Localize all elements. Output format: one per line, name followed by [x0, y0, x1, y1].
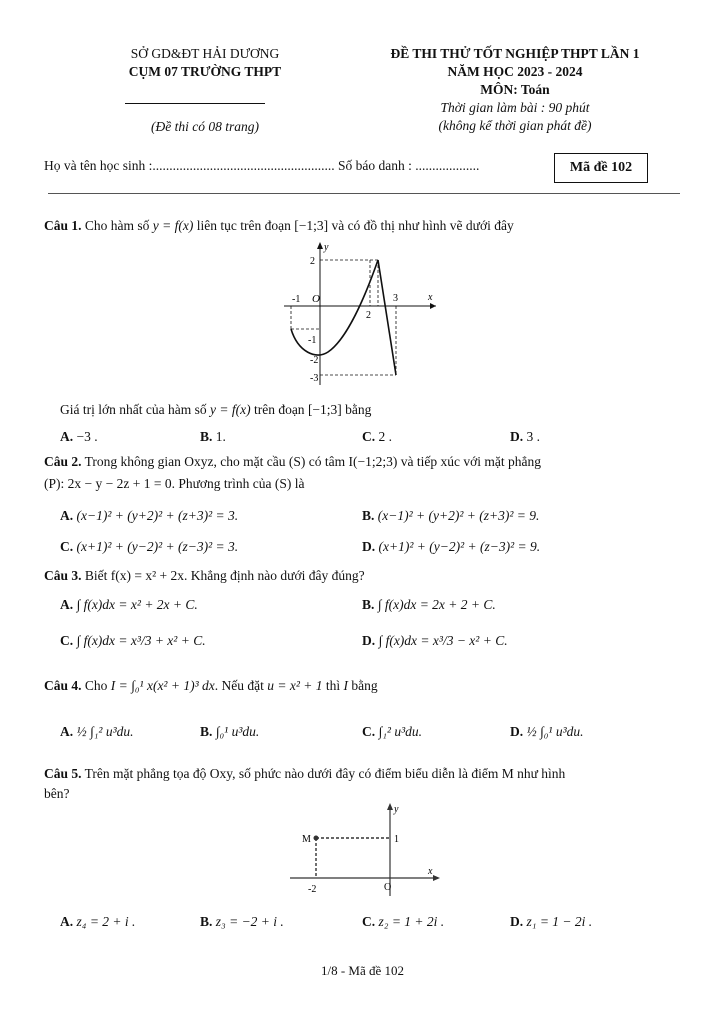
- option-label: D.: [510, 914, 524, 929]
- option-label: C.: [60, 633, 74, 648]
- option-value: ∫ f(x)dx = x² + 2x + C.: [76, 597, 198, 612]
- option-label: C.: [362, 914, 376, 929]
- math-expr: I = ∫₀¹ x(x² + 1)³ dx: [110, 678, 215, 693]
- exam-title: ĐỀ THI THỬ TỐT NGHIỆP THPT LẦN 1: [390, 46, 640, 61]
- option-label: D.: [362, 633, 376, 648]
- department-name: SỞ GD&ĐT HẢI DƯƠNG: [130, 46, 280, 61]
- q2-option-b[interactable]: [362, 506, 539, 526]
- option-value: −3 .: [76, 429, 98, 444]
- complex-plane-graph: [286, 800, 446, 900]
- option-value: ∫ f(x)dx = 2x + 2 + C.: [377, 597, 496, 612]
- tick-label: -3: [310, 373, 319, 384]
- y-label: y: [394, 804, 399, 815]
- time-note: (không kể thời gian phát đề): [438, 118, 592, 133]
- option-label: C.: [362, 429, 376, 444]
- math-expr: I: [343, 678, 349, 693]
- y-axis-arrow: [387, 803, 393, 810]
- q3-option-c[interactable]: [60, 631, 206, 651]
- q1-option-d[interactable]: [510, 427, 540, 447]
- option-label: A.: [60, 724, 74, 739]
- question-label: Câu 1.: [44, 218, 82, 233]
- question-text: bằng: [345, 402, 372, 417]
- page-footer: 1/8 - Mã đề 102: [320, 963, 405, 978]
- option-value: z₃ = −2 + i .: [215, 914, 284, 929]
- option-label: D.: [362, 539, 376, 554]
- q4-option-c[interactable]: [362, 722, 422, 742]
- option-label: C.: [60, 539, 74, 554]
- question-3: [44, 566, 681, 586]
- question-label: Câu 2.: [44, 454, 82, 469]
- math-expr: y = f(x): [209, 402, 251, 417]
- question-label: Câu 3.: [44, 568, 82, 583]
- option-label: A.: [60, 597, 74, 612]
- question-label: Câu 4.: [44, 678, 82, 693]
- question-4: [44, 676, 681, 696]
- q1-option-a[interactable]: [60, 427, 98, 447]
- question-label: Câu 5.: [44, 766, 82, 781]
- q2-option-d[interactable]: [362, 537, 540, 557]
- graph-curve: [291, 260, 378, 355]
- question-1: [44, 216, 681, 236]
- time-limit: Thời gian làm bài : 90 phút: [440, 100, 590, 115]
- graph-segment: [378, 260, 396, 375]
- origin-label: O: [384, 882, 392, 893]
- y-axis-arrow: [317, 242, 323, 249]
- point-label: M: [302, 834, 311, 845]
- school-year: NĂM HỌC 2023 - 2024: [447, 64, 583, 79]
- q2-option-c[interactable]: [60, 537, 238, 557]
- question-text: . Nếu đặt: [214, 678, 264, 693]
- math-expr: [−1;3]: [307, 402, 342, 417]
- option-label: B.: [362, 597, 375, 612]
- function-graph: [282, 240, 442, 390]
- header-right: [345, 45, 685, 135]
- q5-option-d[interactable]: [510, 912, 592, 932]
- math-expr: y = f(x): [152, 218, 194, 233]
- page-count-note: (Đề thi có 08 trang): [151, 119, 259, 134]
- question-2: [44, 452, 681, 472]
- subject: MÔN: Toán: [480, 82, 550, 97]
- option-value: ∫ f(x)dx = x³/3 − x² + C.: [378, 633, 508, 648]
- tick-label: 2: [310, 256, 315, 267]
- tick-label: -1: [292, 294, 301, 305]
- q4-option-b[interactable]: [200, 722, 259, 742]
- math-expr: u = x² + 1: [267, 678, 323, 693]
- q3-option-a[interactable]: [60, 595, 198, 615]
- student-id-label: Số báo danh :: [337, 158, 412, 173]
- question-5: [44, 764, 681, 784]
- q5-option-c[interactable]: [362, 912, 444, 932]
- option-value: 1.: [215, 429, 226, 444]
- question-text: trên đoạn: [253, 402, 305, 417]
- q1-option-b[interactable]: [200, 427, 226, 447]
- q2-option-a[interactable]: [60, 506, 238, 526]
- option-label: D.: [510, 724, 524, 739]
- question-text: Cho: [84, 678, 108, 693]
- option-label: B.: [200, 429, 213, 444]
- option-value: z₄ = 2 + i .: [76, 914, 136, 929]
- q4-option-d[interactable]: [510, 722, 584, 742]
- x-label: x: [428, 866, 433, 877]
- option-label: A.: [60, 914, 74, 929]
- q4-option-a[interactable]: [60, 722, 134, 742]
- tick-label: -2: [310, 355, 319, 366]
- exam-code-box: Mã đề 102: [554, 153, 648, 183]
- option-label: C.: [362, 724, 376, 739]
- question-2-line2: (P): 2x − y − 2z + 1 = 0. Phương trình của (S) là: [44, 476, 305, 491]
- header-left: [90, 45, 320, 81]
- question-text: Giá trị lớn nhất của hàm số: [60, 402, 207, 417]
- header-divider: [125, 103, 265, 104]
- option-value: ∫ f(x)dx = x³/3 + x² + C.: [76, 633, 206, 648]
- question-text: Trong không gian Oxyz, cho mặt cầu (S) có tâm I(−1;2;3) và tiếp xúc với mặt phẳng: [84, 454, 541, 469]
- tick-label: -1: [308, 335, 317, 346]
- question-text: bằng: [351, 678, 378, 693]
- option-label: B.: [200, 724, 213, 739]
- header-rule: [48, 193, 680, 194]
- origin-label: O: [312, 293, 320, 305]
- student-info: [44, 158, 479, 174]
- option-label: B.: [362, 508, 375, 523]
- option-value: ∫₁² u³du.: [378, 724, 422, 739]
- question-1-ask: [60, 400, 681, 420]
- option-value: ∫₀¹ u³du.: [215, 724, 260, 739]
- option-value: 2 .: [378, 429, 392, 444]
- student-id-field[interactable]: ...................: [415, 158, 480, 173]
- x-label: x: [428, 292, 433, 303]
- option-value: z₁ = 1 − 2i .: [526, 914, 593, 929]
- q3-option-d[interactable]: [362, 631, 508, 651]
- option-label: A.: [60, 508, 74, 523]
- cluster-name: CỤM 07 TRƯỜNG THPT: [128, 64, 282, 79]
- question-text: Biết f(x) = x² + 2x. Khẳng định nào dưới đây đúng?: [84, 568, 365, 583]
- option-value: (x+1)² + (y−2)² + (z−3)² = 9.: [378, 539, 541, 554]
- option-value: ½ ∫₀¹ u³du.: [526, 724, 584, 739]
- option-value: (x−1)² + (y+2)² + (z+3)² = 3.: [76, 508, 239, 523]
- option-label: B.: [200, 914, 213, 929]
- question-5-line2: bên?: [44, 786, 70, 801]
- option-label: D.: [510, 429, 524, 444]
- student-name-field[interactable]: ......................................................: [152, 158, 335, 173]
- question-text: thì: [325, 678, 341, 693]
- q3-option-b[interactable]: [362, 595, 496, 615]
- option-value: 3 .: [526, 429, 540, 444]
- question-text: Trên mặt phẳng tọa độ Oxy, số phức nào dưới đây có điểm biểu diễn là điểm M như hình: [84, 766, 566, 781]
- x-axis-arrow: [433, 875, 440, 881]
- option-value: z₂ = 1 + 2i .: [378, 914, 445, 929]
- question-text: và có đồ thị như hình vẽ dưới đây: [331, 218, 514, 233]
- x-axis-arrow: [430, 303, 436, 309]
- option-value: (x−1)² + (y+2)² + (z+3)² = 9.: [377, 508, 540, 523]
- option-value: (x+1)² + (y−2)² + (z−3)² = 3.: [76, 539, 239, 554]
- tick-label: 1: [394, 834, 399, 845]
- q5-option-a[interactable]: [60, 912, 135, 932]
- question-text: liên tục trên đoạn: [196, 218, 291, 233]
- math-expr: [−1;3]: [294, 218, 329, 233]
- q1-option-c[interactable]: [362, 427, 392, 447]
- option-value: ½ ∫₁² u³du.: [76, 724, 134, 739]
- point-m: [314, 836, 319, 841]
- guide-lines: [316, 838, 390, 878]
- question-text: Cho hàm số: [84, 218, 150, 233]
- tick-label: 2: [366, 310, 371, 321]
- student-name-label: Họ và tên học sinh :: [44, 158, 153, 173]
- q5-option-b[interactable]: [200, 912, 284, 932]
- y-label: y: [324, 242, 329, 253]
- tick-label: -2: [308, 884, 317, 895]
- option-label: A.: [60, 429, 74, 444]
- tick-label: 3: [393, 293, 398, 304]
